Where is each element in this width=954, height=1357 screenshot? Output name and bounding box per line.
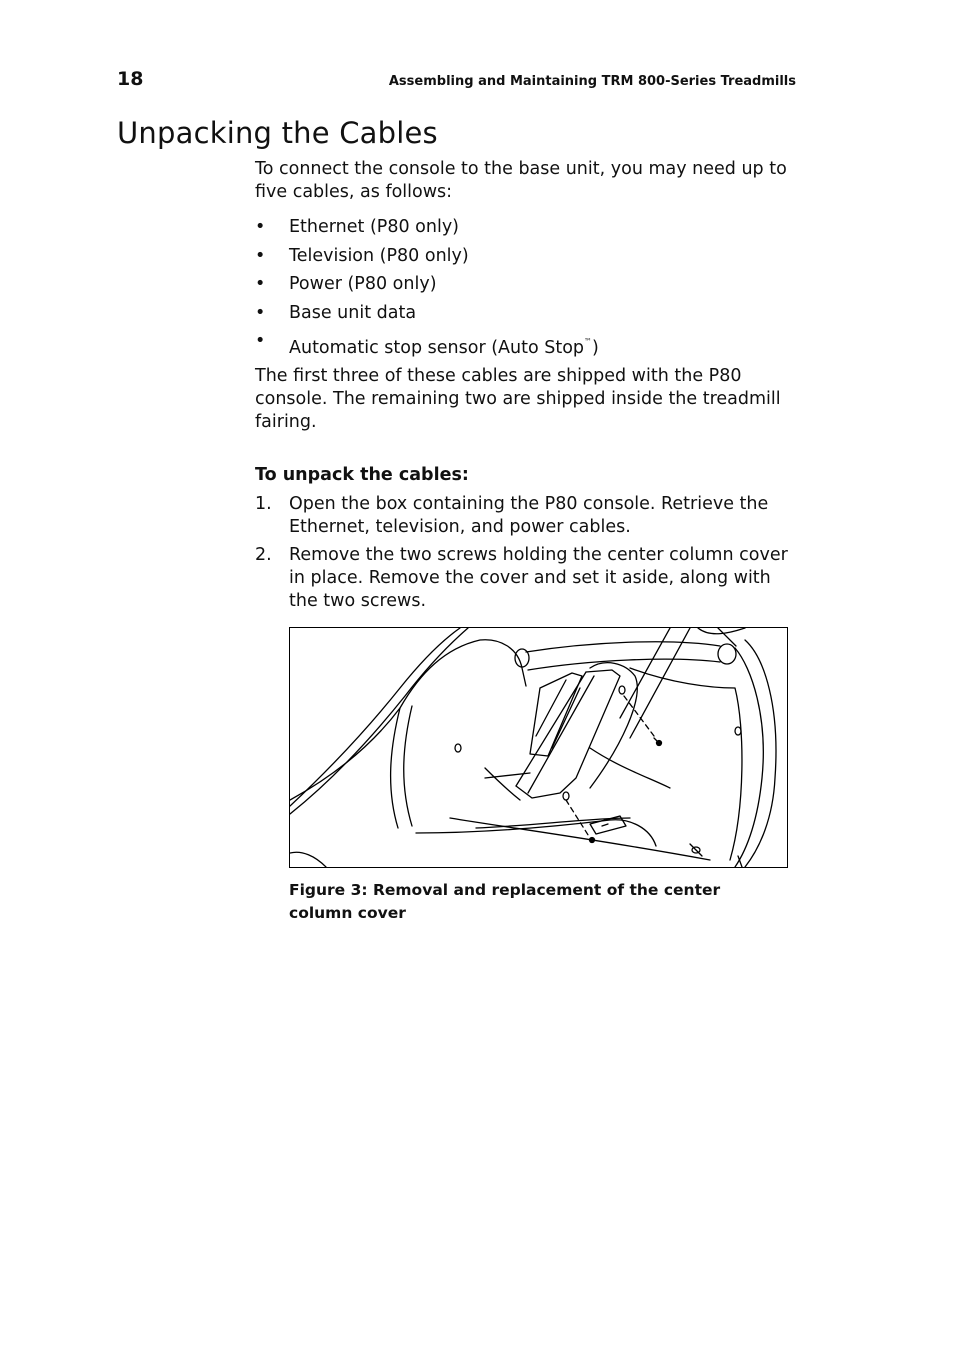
list-item: • Automatic stop sensor (Auto Stop™) — [255, 330, 800, 359]
figure-center-column — [289, 627, 788, 868]
section-body — [255, 158, 800, 618]
section-title: Unpacking the Cables — [117, 116, 438, 150]
cable-list — [255, 216, 800, 359]
list-item: • Base unit data — [255, 302, 800, 331]
procedure-heading: To unpack the cables: — [255, 464, 469, 485]
list-item — [255, 493, 800, 539]
running-header: Assembling and Maintaining TRM 800-Series Treadmills — [388, 74, 796, 89]
step-number: 1. — [255, 493, 272, 514]
shipping-paragraph: The first three of these cables are shipped with the P80 console. The remaining two are shipped inside the treadmill fairing. — [255, 365, 781, 432]
treadmill-console-illustration — [290, 628, 787, 867]
step-number: 2. — [255, 544, 272, 565]
page-number: 18 — [117, 68, 144, 90]
intro-paragraph: To connect the console to the base unit, you may need up to five cables, as follows: — [255, 159, 787, 202]
list-item — [255, 544, 800, 613]
list-item: • Ethernet (P80 only) — [255, 216, 800, 245]
list-item: • Television (P80 only) — [255, 245, 800, 274]
trademark-symbol: ™ — [584, 337, 593, 347]
step-text: Remove the two screws holding the center column cover in place. Remove the cover and set it aside, along with the two screws. — [289, 544, 788, 611]
procedure-steps — [255, 493, 800, 613]
figure-caption: Figure 3: Removal and replacement of the center column cover — [289, 881, 721, 922]
step-text: Open the box containing the P80 console. Retrieve the Ethernet, television, and power cables. — [289, 493, 769, 537]
list-item: • Power (P80 only) — [255, 273, 800, 302]
